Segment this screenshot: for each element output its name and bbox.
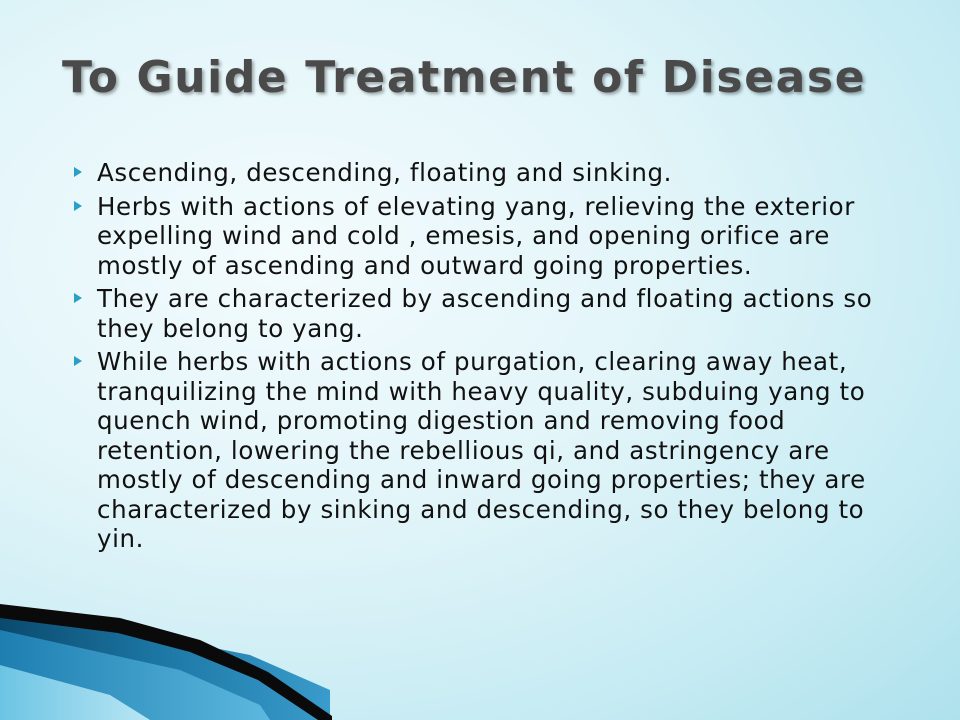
triangle-right-icon <box>74 167 82 177</box>
slide-title: To Guide Treatment of Disease <box>62 52 867 103</box>
bullet-item <box>70 158 900 188</box>
bullet-list <box>70 158 900 558</box>
triangle-right-icon <box>74 201 82 211</box>
triangle-right-icon <box>74 356 82 366</box>
bullet-item <box>70 284 900 343</box>
triangle-right-icon <box>74 293 82 303</box>
bullet-text: While herbs with actions of purgation, clearing away heat, tranquilizing the mind with heavy quality, subduing yang to quench wind, promoting digestion and removing food retention, lowering the rebellious qi, and astringency are mostly of descending and inward going properties; they are characterized by sinking and descending, so they belong to yin. <box>97 347 866 553</box>
bullet-item <box>70 192 900 281</box>
bullet-item <box>70 347 900 554</box>
bullet-text: Ascending, descending, floating and sinking. <box>97 158 673 187</box>
bullet-text: Herbs with actions of elevating yang, relieving the exterior expelling wind and cold , emesis, and opening orifice are mostly of ascending and outward going properties. <box>97 191 855 280</box>
bullet-text: They are characterized by ascending and floating actions so they belong to yang. <box>97 284 873 343</box>
